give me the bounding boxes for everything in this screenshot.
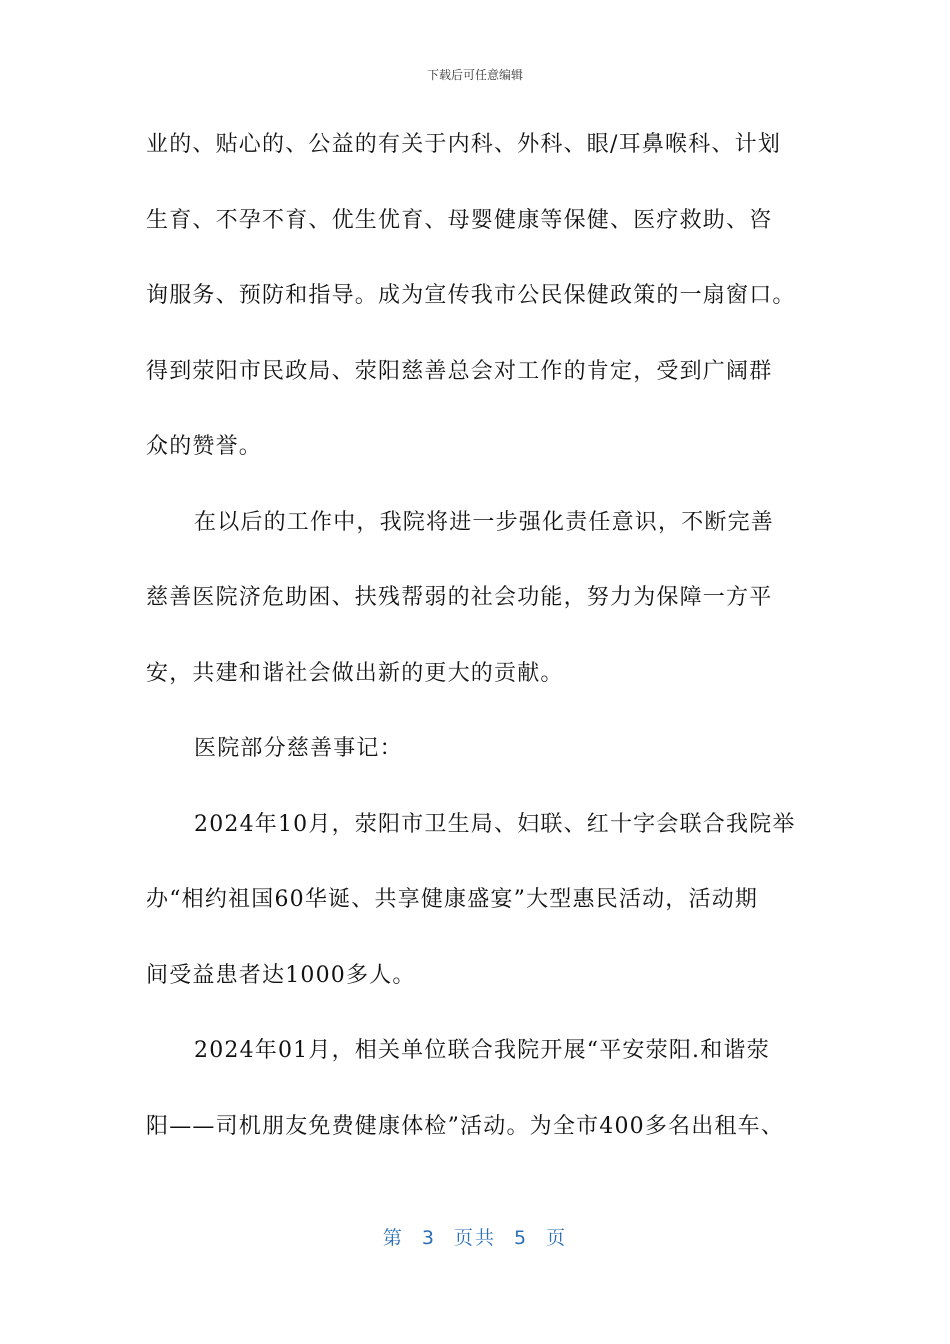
body-line: 得到荥阳市民政局、荥阳慈善总会对工作的肯定，受到广阔群 (146, 358, 773, 384)
body-line: 间受益患者达1000多人。 (146, 962, 416, 988)
page-number-footer: 第 3 页共 5 页 (382, 1227, 568, 1249)
body-line: 业的、贴心的、公益的有关于内科、外科、眼/耳鼻喉科、计划 (146, 132, 782, 157)
body-line: 询服务、预防和指导。成为宣传我市公民保健政策的一扇窗口。 (146, 283, 796, 308)
section-heading: 医院部分慈善事记： (194, 736, 403, 761)
document-body (146, 120, 806, 1177)
body-line: 安，共建和谐社会做出新的更大的贡献。 (146, 660, 564, 686)
body-line: 众的赞誉。 (146, 434, 263, 459)
paragraph-start-line: 2024年01月，相关单位联合我院开展“平安荥阳.和谐荥 (194, 1038, 770, 1063)
page-header: 下载后可任意编辑 (426, 68, 523, 82)
body-line: 办“相约祖国60华诞、共享健康盛宴”大型惠民活动，活动期 (146, 887, 759, 912)
body-line: 阳——司机朋友免费健康体检”活动。为全市400多名出租车、 (146, 1113, 785, 1139)
paragraph-start-line: 2024年10月，荥阳市卫生局、妇联、红十字会联合我院举 (194, 811, 796, 837)
body-line: 生育、不孕不育、优生优育、母婴健康等保健、医疗救助、咨 (146, 207, 773, 233)
body-line: 慈善医院济危助困、扶残帮弱的社会功能，努力为保障一方平 (146, 585, 773, 610)
paragraph-start-line: 在以后的工作中，我院将进一步强化责任意识，不断完善 (194, 509, 775, 535)
